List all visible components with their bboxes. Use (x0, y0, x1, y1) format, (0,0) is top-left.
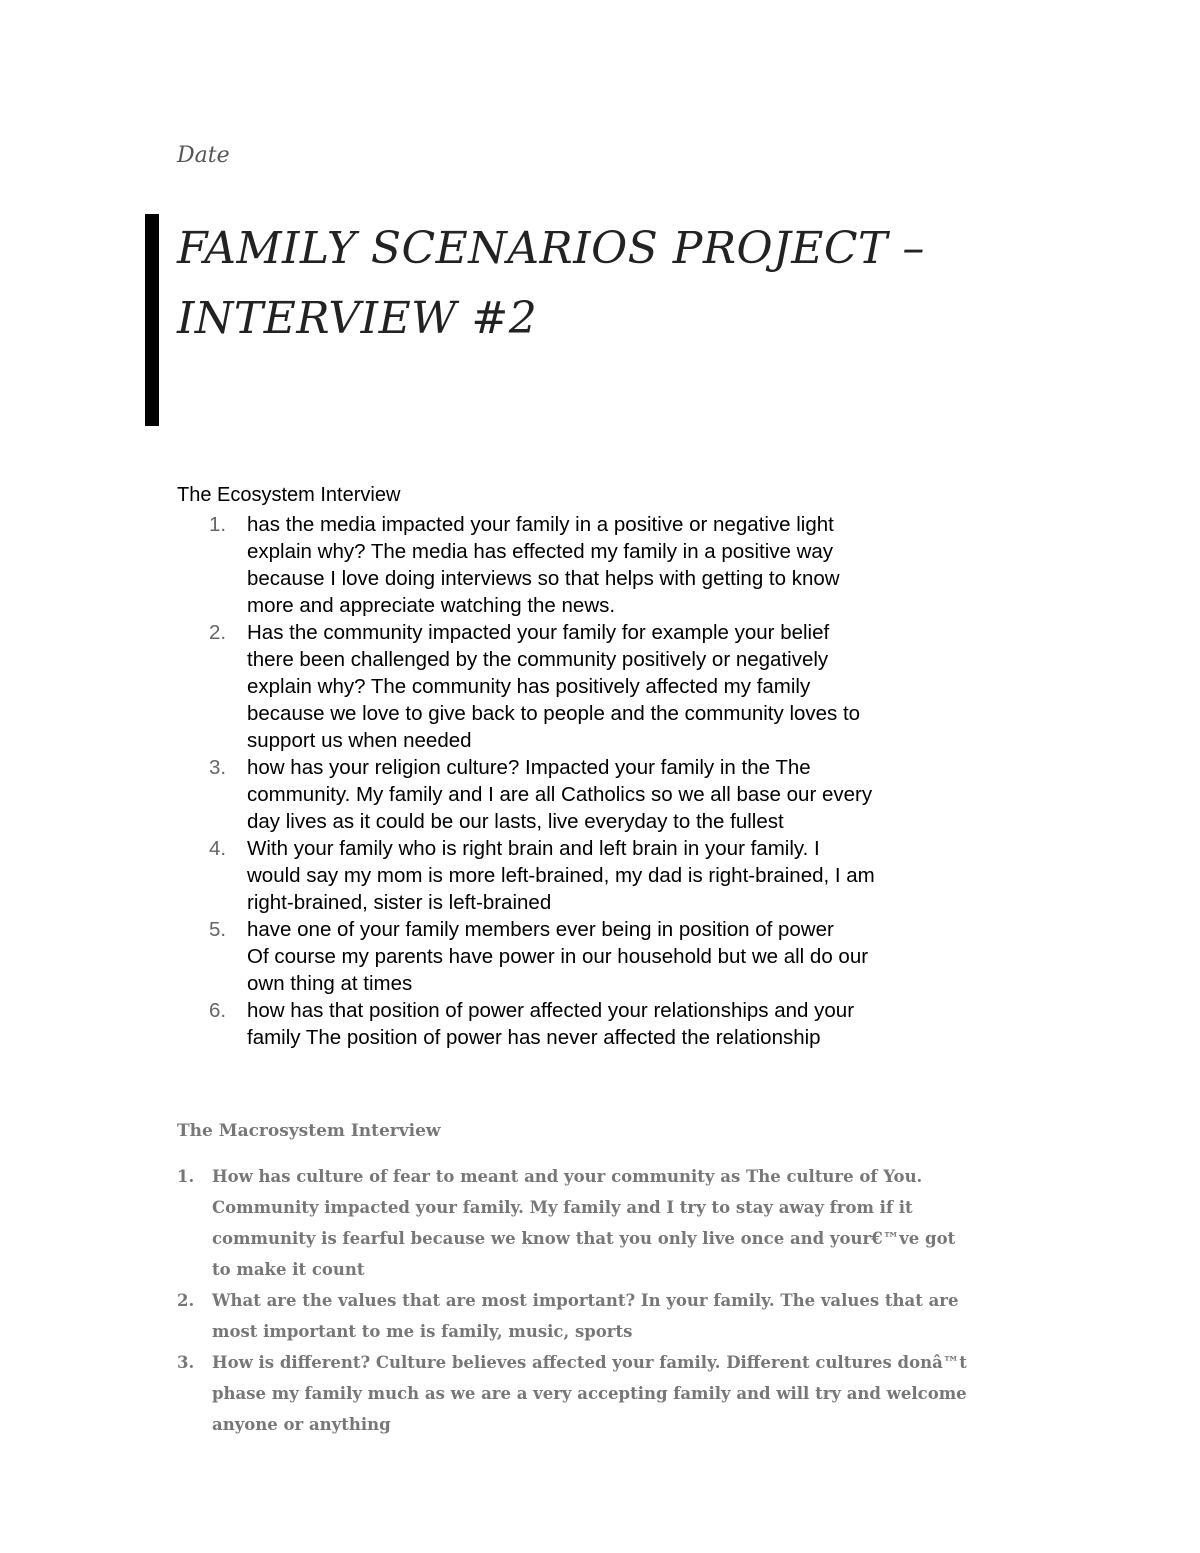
item-number: 2. (209, 621, 227, 644)
macrosystem-list (177, 1161, 1037, 1440)
item-text-line: Has the community impacted your family for example your belief (247, 621, 830, 644)
item-text-line: Of course my parents have power in our household but we all do our (247, 945, 869, 968)
item-text-line: community is fearful because we know that you only live once and your€™ve got (212, 1229, 956, 1248)
item-number: 2. (177, 1291, 195, 1310)
ecosystem-heading: The Ecosystem Interview (177, 484, 401, 506)
item-text-line: there been challenged by the community positively or negatively (247, 648, 829, 671)
item-text-line: how has that position of power affected your relationships and your (247, 999, 855, 1022)
item-text-line: How is different? Culture believes affected your family. Different cultures donâ™t (212, 1353, 967, 1372)
item-text-line: more and appreciate watching the news. (247, 594, 616, 617)
item-text-line: anyone or anything (212, 1415, 391, 1434)
page-title (177, 214, 1037, 354)
item-text-line: With your family who is right brain and left brain in your family. I (247, 837, 820, 860)
title-line-1: FAMILY SCENARIOS PROJECT – (177, 223, 925, 274)
list-item (177, 1161, 1037, 1285)
list-item (177, 1347, 1037, 1440)
item-text-line: explain why? The community has positively affected my family (247, 675, 811, 698)
item-text-line: How has culture of fear to meant and your community as The culture of You. (212, 1167, 923, 1186)
list-item (177, 1285, 1037, 1347)
item-text-line: right-brained, sister is left-brained (247, 891, 552, 914)
macrosystem-heading: The Macrosystem Interview (177, 1121, 441, 1141)
item-text-line: phase my family much as we are a very accepting family and will try and welcome (212, 1384, 967, 1403)
list-item (177, 916, 1047, 997)
list-item (177, 997, 1047, 1051)
item-text-line: community. My family and I are all Catholics so we all base our every (247, 783, 873, 806)
title-accent-bar (145, 214, 159, 426)
ecosystem-list (177, 511, 1047, 1051)
title-line-2: INTERVIEW #2 (177, 293, 538, 344)
item-number: 1. (209, 513, 227, 536)
item-text-line: Community impacted your family. My family and I try to stay away from if it (212, 1198, 913, 1217)
item-text-line: because I love doing interviews so that helps with getting to know (247, 567, 840, 590)
item-text-line: own thing at times (247, 972, 413, 995)
item-number: 6. (209, 999, 227, 1022)
item-text-line: most important to me is family, music, sports (212, 1322, 633, 1341)
item-text-line: day lives as it could be our lasts, live everyday to the fullest (247, 810, 784, 833)
list-item (177, 754, 1047, 835)
item-text-line: family The position of power has never affected the relationship (247, 1026, 821, 1049)
item-text-line: has the media impacted your family in a positive or negative light (247, 513, 834, 536)
item-text-line: how has your religion culture? Impacted your family in the The (247, 756, 811, 779)
list-item (177, 835, 1047, 916)
item-text-line: would say my mom is more left-brained, my dad is right-brained, I am (247, 864, 875, 887)
item-number: 4. (209, 837, 227, 860)
item-text-line: have one of your family members ever being in position of power (247, 918, 834, 941)
date-label: Date (177, 143, 230, 168)
item-text-line: support us when needed (247, 729, 472, 752)
item-text-line: What are the values that are most important? In your family. The values that are (212, 1291, 959, 1310)
list-item (177, 619, 1047, 754)
item-text-line: explain why? The media has effected my family in a positive way (247, 540, 834, 563)
item-text-line: to make it count (212, 1260, 365, 1279)
item-number: 1. (177, 1167, 195, 1186)
item-number: 3. (177, 1353, 195, 1372)
list-item (177, 511, 1047, 619)
item-text-line: because we love to give back to people and the community loves to (247, 702, 861, 725)
item-number: 5. (209, 918, 227, 941)
item-number: 3. (209, 756, 227, 779)
